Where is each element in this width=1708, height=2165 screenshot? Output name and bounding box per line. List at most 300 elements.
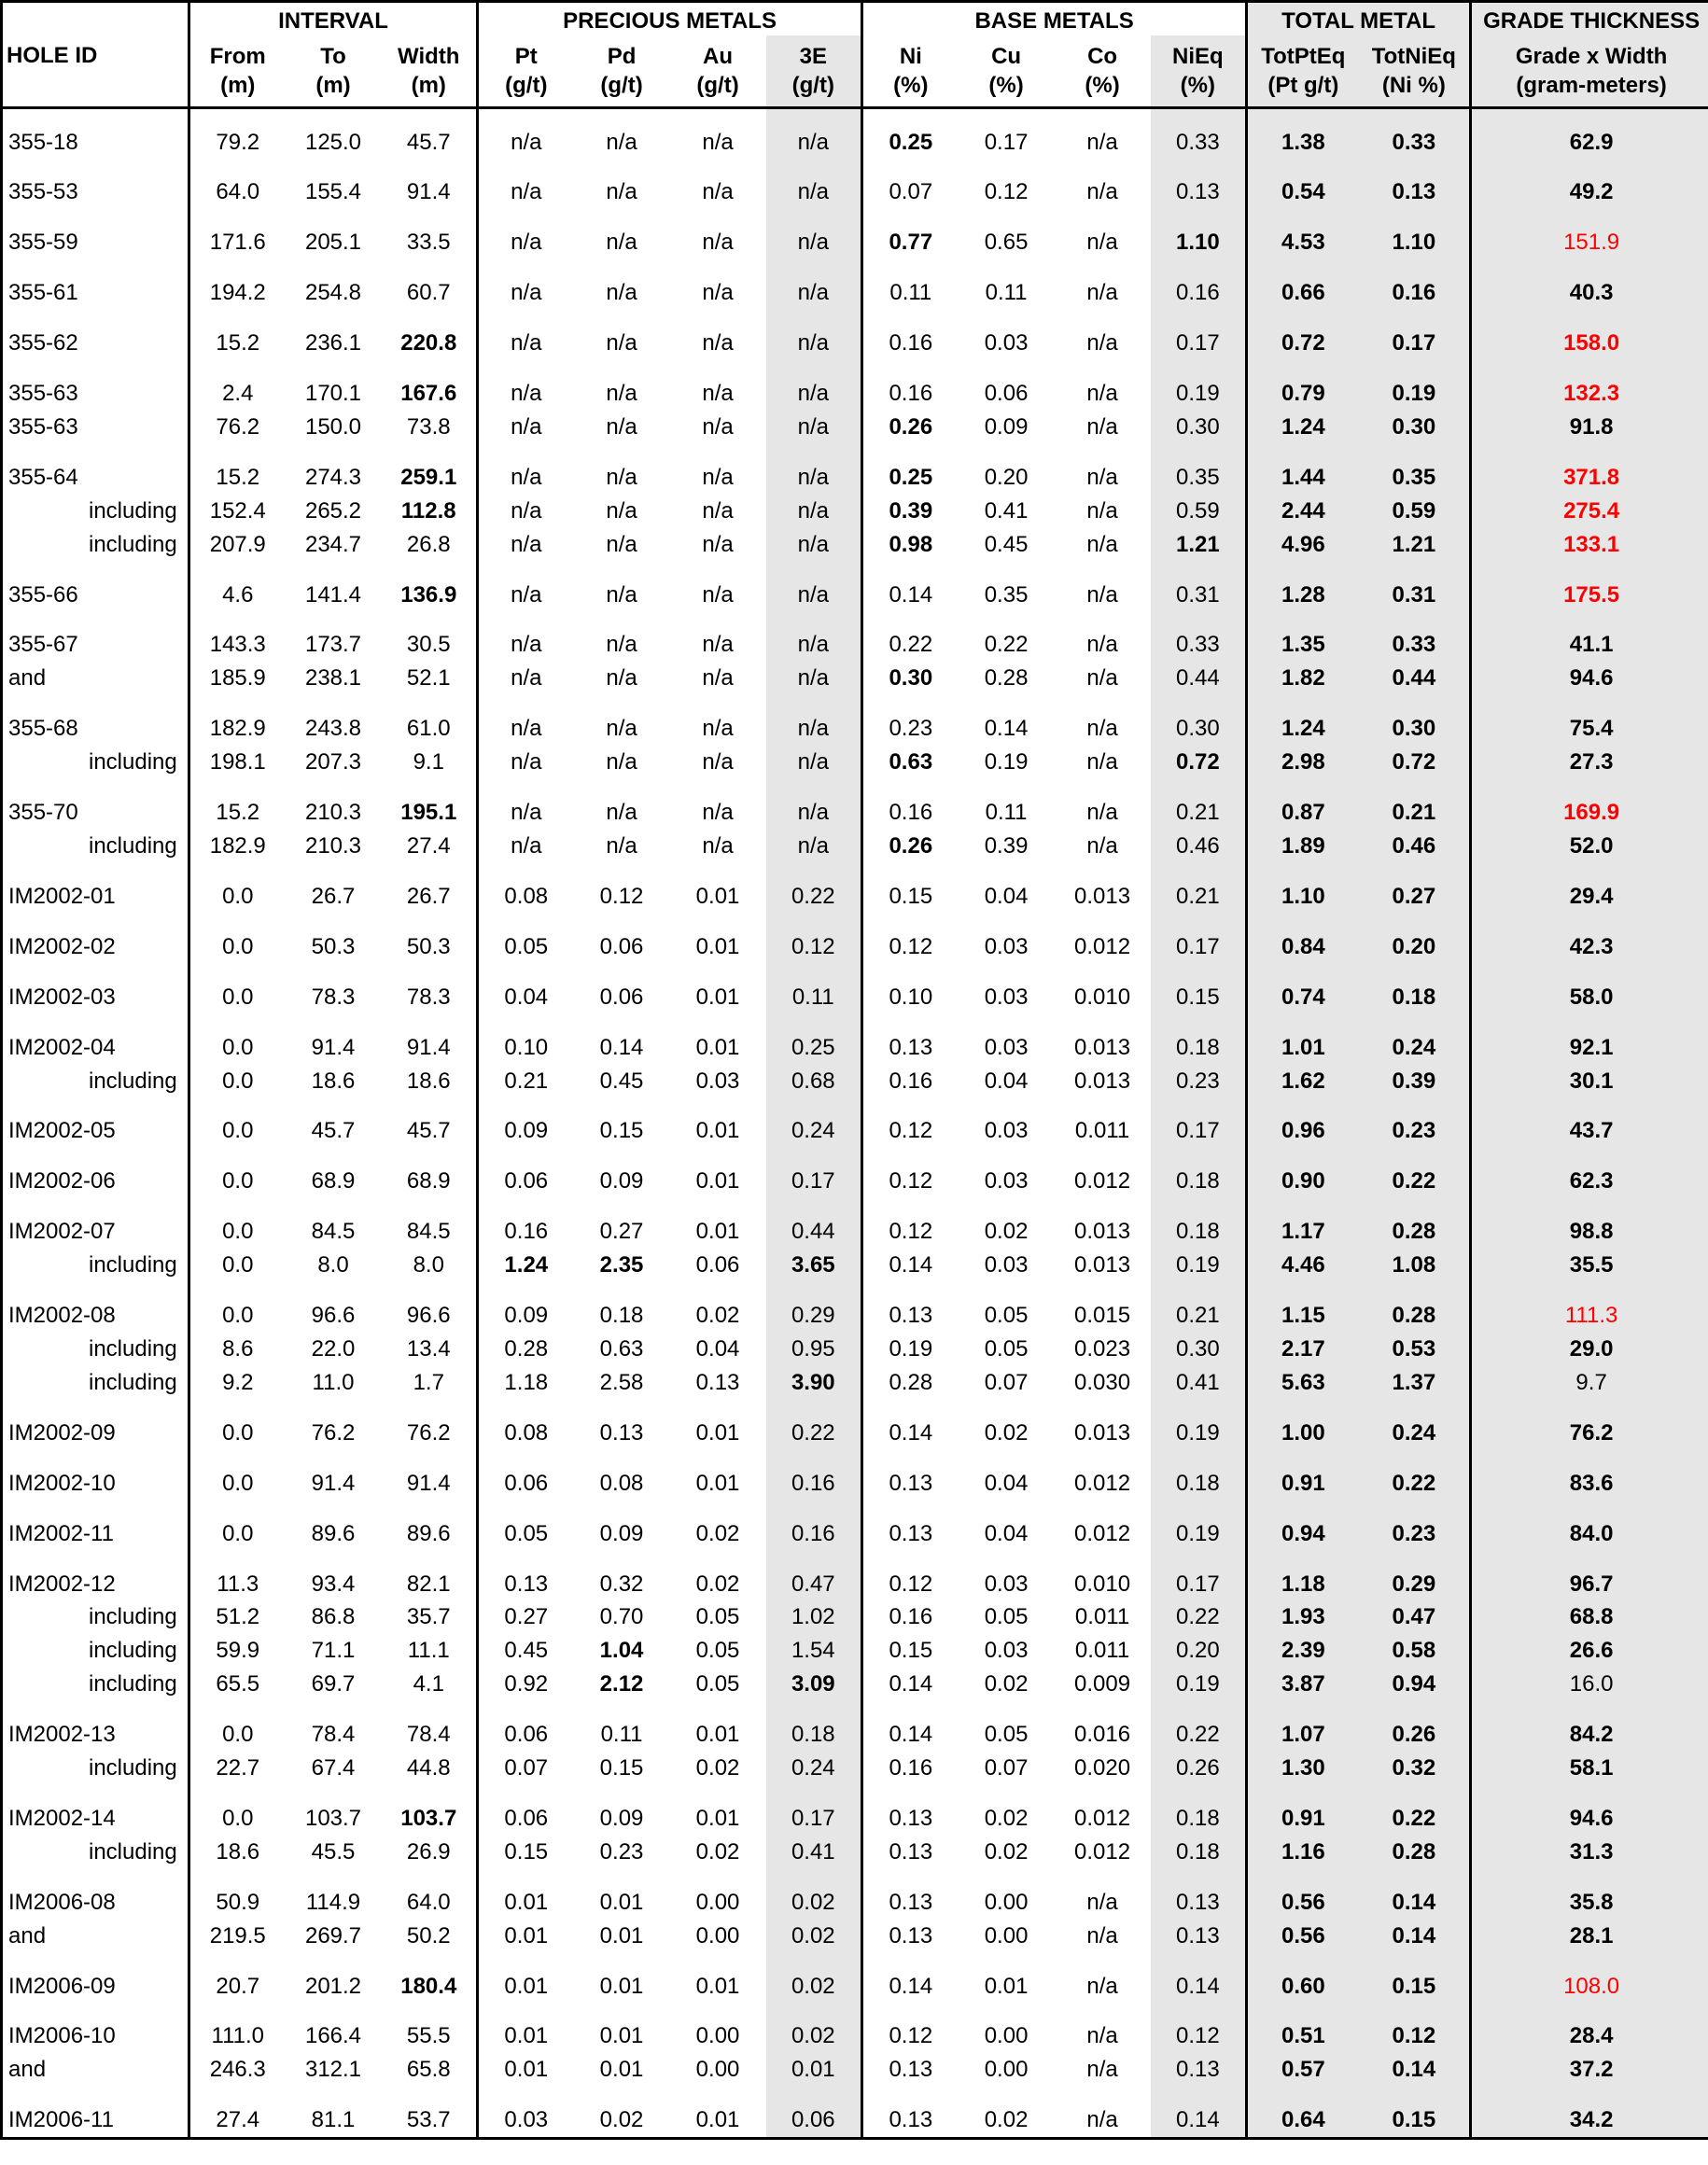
cell-pd: n/a [606, 413, 637, 440]
cell-nieq: 0.17 [1151, 310, 1247, 360]
cell-hole-id: IM2002-06 [8, 1168, 116, 1194]
cell-hole-id: including [89, 1068, 177, 1094]
cell-ni: 0.12 [862, 1148, 959, 1198]
cell-hole-id: including [89, 531, 177, 557]
cell-to: 11.0 [312, 1369, 355, 1395]
cell-totnieq: 0.28 [1359, 1198, 1471, 1249]
cell-from: 0.0 [189, 1501, 286, 1551]
cell-au: 0.13 [695, 1369, 740, 1395]
cell-to: 81.1 [311, 2107, 356, 2133]
cell-pt: 0.10 [478, 1014, 574, 1065]
cell-ni: 0.25 [862, 444, 959, 495]
cell-co: n/a [1086, 749, 1118, 775]
cell-from: 15.2 [189, 779, 286, 830]
cell-width: 11.1 [407, 1638, 450, 1664]
cell-cu: 0.00 [984, 1889, 1029, 1915]
cell-width: 26.7 [406, 883, 451, 909]
col-totnieq: TotNiEq (Ni %) [1359, 35, 1471, 108]
cell-3e: 0.22 [766, 1400, 862, 1450]
cell-ni: 0.13 [862, 2053, 959, 2087]
cell-pt: 0.92 [478, 1668, 574, 1701]
cell-au: 0.02 [695, 1303, 740, 1329]
cell-co: n/a [1086, 581, 1118, 608]
cell-totnieq: 0.14 [1359, 1869, 1471, 1920]
cell-co: 0.013 [1074, 1419, 1131, 1446]
cell-nieq: 0.30 [1151, 411, 1247, 444]
cell-cu: 0.01 [984, 1973, 1029, 1999]
cell-hole-id: IM2002-10 [8, 1470, 116, 1496]
table-row [2, 1282, 1708, 1333]
cell-au: 0.02 [695, 1755, 740, 1781]
cell-pt: 0.04 [478, 964, 574, 1014]
cell-ni: 0.12 [862, 914, 959, 964]
cell-hole-id: 355-63 [8, 413, 78, 440]
cell-width: 9.1 [413, 749, 444, 775]
cell-nieq: 0.72 [1151, 746, 1247, 779]
cell-co: n/a [1086, 2107, 1118, 2133]
cell-ni: 0.12 [862, 1097, 959, 1148]
cell-width: 18.6 [406, 1068, 451, 1094]
cell-width: 60.7 [406, 280, 451, 306]
cell-nieq: 0.19 [1151, 1249, 1247, 1282]
cell-grade-width: 151.9 [1471, 209, 1708, 259]
cell-3e: 0.16 [766, 1501, 862, 1551]
cell-hole-id: IM2002-04 [8, 1034, 116, 1060]
cell-3e: 3.90 [766, 1366, 862, 1400]
cell-grade-width: 96.7 [1471, 1551, 1708, 1601]
cell-pd: n/a [606, 531, 637, 557]
cell-totnieq: 0.22 [1359, 1785, 1471, 1836]
cell-grade-width: 76.2 [1471, 1400, 1708, 1450]
cell-cu: 0.03 [984, 1571, 1029, 1597]
cell-ni: 0.16 [862, 1065, 959, 1098]
cell-from: 22.7 [189, 1752, 286, 1785]
cell-hole-id: IM2002-01 [8, 883, 116, 909]
cell-from: 0.0 [189, 1148, 286, 1198]
cell-grade-width: 169.9 [1471, 779, 1708, 830]
cell-cu: 0.03 [984, 1034, 1029, 1060]
cell-au: n/a [702, 280, 734, 306]
cell-3e: n/a [766, 611, 862, 662]
cell-cu: 0.35 [984, 581, 1029, 608]
cell-co: 0.030 [1074, 1369, 1131, 1395]
cell-3e: 0.06 [766, 2087, 862, 2138]
cell-to: 103.7 [304, 1805, 362, 1831]
cell-co: n/a [1086, 665, 1118, 691]
table-row [2, 1600, 1708, 1634]
cell-nieq: 0.31 [1151, 562, 1247, 612]
cell-pd: n/a [606, 330, 637, 356]
table-row [2, 1097, 1708, 1148]
cell-pd: n/a [606, 280, 637, 306]
cell-co: 0.012 [1074, 1168, 1131, 1194]
table-row [2, 1333, 1708, 1366]
cell-totpteq: 0.66 [1247, 259, 1359, 310]
cell-pd: 0.01 [599, 1922, 644, 1948]
cell-width: 84.5 [406, 1219, 451, 1245]
cell-hole-id: 355-62 [8, 330, 78, 356]
cell-from: 0.0 [189, 1249, 286, 1282]
cell-from: 27.4 [189, 2087, 286, 2138]
cell-au: 0.01 [695, 1034, 740, 1060]
cell-co: n/a [1086, 179, 1118, 205]
cell-pd: 0.08 [599, 1470, 644, 1496]
cell-totpteq: 1.24 [1247, 695, 1359, 746]
cell-grade-width: 94.6 [1471, 1785, 1708, 1836]
cell-ni: 0.14 [862, 1953, 959, 2004]
cell-au: 0.02 [695, 1520, 740, 1546]
group-header-blank [2, 2, 189, 35]
cell-hole-id: IM2002-09 [8, 1419, 116, 1446]
cell-nieq: 0.46 [1151, 830, 1247, 863]
cell-au: 0.05 [695, 1604, 740, 1630]
cell-hole-id: 355-66 [8, 581, 78, 608]
cell-pt: 0.08 [478, 863, 574, 914]
cell-co: 0.013 [1074, 883, 1131, 909]
cell-hole-id: 355-63 [8, 381, 78, 407]
cell-ni: 0.13 [862, 1920, 959, 1953]
cell-au: n/a [702, 800, 734, 826]
cell-pt: 1.18 [478, 1366, 574, 1400]
cell-ni: 0.12 [862, 1198, 959, 1249]
cell-width: 73.8 [406, 413, 451, 440]
cell-3e: 0.01 [766, 2053, 862, 2087]
cell-cu: 0.00 [984, 1922, 1029, 1948]
cell-nieq: 0.13 [1151, 1920, 1247, 1953]
cell-pd: 0.06 [599, 984, 644, 1010]
cell-co: n/a [1086, 531, 1118, 557]
cell-from: 111.0 [189, 2003, 286, 2053]
table-row [2, 964, 1708, 1014]
cell-pd: 0.09 [599, 1805, 644, 1831]
table-row [2, 1065, 1708, 1098]
cell-3e: 0.02 [766, 2003, 862, 2053]
cell-hole-id: including [89, 749, 177, 775]
cell-ni: 0.12 [862, 2003, 959, 2053]
table-row [2, 1014, 1708, 1065]
cell-cu: 0.06 [984, 381, 1029, 407]
cell-to: 265.2 [304, 497, 362, 524]
cell-to: 243.8 [304, 716, 362, 742]
cell-au: 0.01 [695, 883, 740, 909]
cell-width: 61.0 [406, 716, 451, 742]
cell-cu: 0.05 [984, 1722, 1029, 1748]
cell-co: n/a [1086, 2023, 1118, 2049]
cell-ni: 0.13 [862, 1450, 959, 1501]
cell-totnieq: 0.24 [1359, 1014, 1471, 1065]
cell-from: 0.0 [189, 1198, 286, 1249]
cell-totnieq: 0.15 [1359, 2087, 1471, 2138]
cell-hole-id: including [89, 1671, 177, 1697]
cell-to: 91.4 [311, 1470, 356, 1496]
cell-cu: 0.22 [984, 632, 1029, 658]
cell-width: 26.8 [406, 531, 451, 557]
cell-pd: n/a [606, 665, 637, 691]
group-header-total-metal: TOTAL METAL [1247, 2, 1471, 35]
cell-pt: n/a [478, 495, 574, 528]
cell-grade-width: 29.4 [1471, 863, 1708, 914]
cell-totpteq: 1.07 [1247, 1701, 1359, 1752]
cell-to: 269.7 [304, 1922, 362, 1948]
cell-totpteq: 1.62 [1247, 1065, 1359, 1098]
cell-pt: 0.09 [478, 1097, 574, 1148]
cell-pd: 0.14 [599, 1034, 644, 1060]
cell-hole-id: IM2006-08 [8, 1889, 116, 1915]
cell-3e: 0.47 [766, 1551, 862, 1601]
cell-ni: 0.15 [862, 1634, 959, 1668]
cell-ni: 0.16 [862, 1600, 959, 1634]
cell-3e: 0.68 [766, 1065, 862, 1098]
cell-au: 0.01 [695, 1168, 740, 1194]
cell-width: 91.4 [406, 1034, 451, 1060]
cell-cu: 0.03 [984, 933, 1029, 959]
cell-nieq: 0.18 [1151, 1148, 1247, 1198]
cell-width: 44.8 [406, 1755, 451, 1781]
cell-to: 173.7 [304, 632, 362, 658]
cell-pt: 0.06 [478, 1701, 574, 1752]
cell-pt: n/a [478, 209, 574, 259]
cell-width: 8.0 [413, 1252, 444, 1278]
cell-width: 35.7 [406, 1604, 451, 1630]
cell-pt: n/a [478, 259, 574, 310]
cell-to: 50.3 [311, 933, 356, 959]
table-row [2, 360, 1708, 411]
cell-co: n/a [1086, 497, 1118, 524]
cell-grade-width: 9.7 [1471, 1366, 1708, 1400]
cell-3e: 0.25 [766, 1014, 862, 1065]
cell-pt: n/a [478, 107, 574, 159]
cell-au: 0.01 [695, 1219, 740, 1245]
cell-hole-id: including [89, 497, 177, 524]
cell-totnieq: 0.39 [1359, 1065, 1471, 1098]
cell-nieq: 0.33 [1151, 611, 1247, 662]
cell-pd: n/a [606, 749, 637, 775]
cell-totpteq: 1.44 [1247, 444, 1359, 495]
cell-au: 0.05 [695, 1671, 740, 1697]
cell-to: 201.2 [304, 1973, 362, 1999]
cell-width: 26.9 [406, 1838, 451, 1865]
cell-hole-id: including [89, 1838, 177, 1865]
cell-ni: 0.13 [862, 1501, 959, 1551]
cell-to: 141.4 [304, 581, 362, 608]
cell-hole-id: 355-67 [8, 632, 78, 658]
cell-ni: 0.15 [862, 863, 959, 914]
cell-au: 0.01 [695, 984, 740, 1010]
cell-nieq: 0.19 [1151, 360, 1247, 411]
table-row [2, 1400, 1708, 1450]
cell-nieq: 0.35 [1151, 444, 1247, 495]
cell-pt: 0.05 [478, 914, 574, 964]
cell-ni: 0.63 [862, 746, 959, 779]
cell-totnieq: 0.28 [1359, 1836, 1471, 1869]
cell-hole-id: IM2006-11 [8, 2107, 114, 2133]
cell-hole-id: IM2002-07 [8, 1219, 116, 1245]
cell-grade-width: 92.1 [1471, 1014, 1708, 1065]
cell-hole-id: 355-59 [8, 230, 78, 256]
cell-co: n/a [1086, 1922, 1118, 1948]
cell-au: 0.04 [695, 1335, 740, 1362]
cell-3e: 1.54 [766, 1634, 862, 1668]
cell-totnieq: 1.37 [1359, 1366, 1471, 1400]
cell-totpteq: 1.10 [1247, 863, 1359, 914]
cell-totnieq: 0.31 [1359, 562, 1471, 612]
cell-nieq: 0.18 [1151, 1198, 1247, 1249]
cell-3e: n/a [766, 779, 862, 830]
cell-au: n/a [702, 230, 734, 256]
cell-grade-width: 26.6 [1471, 1634, 1708, 1668]
cell-hole-id: IM2006-10 [8, 2023, 116, 2049]
cell-width: 259.1 [400, 464, 457, 490]
cell-from: 65.5 [189, 1668, 286, 1701]
cell-co: 0.011 [1074, 1604, 1130, 1630]
table-row [2, 1836, 1708, 1869]
cell-to: 114.9 [305, 1889, 361, 1915]
cell-pd: n/a [606, 716, 637, 742]
cell-totnieq: 0.30 [1359, 695, 1471, 746]
cell-from: 8.6 [189, 1333, 286, 1366]
cell-nieq: 0.18 [1151, 1785, 1247, 1836]
cell-pd: 0.70 [599, 1604, 644, 1630]
cell-3e: 1.02 [766, 1600, 862, 1634]
cell-3e: 0.29 [766, 1282, 862, 1333]
cell-pd: n/a [606, 833, 637, 859]
cell-to: 76.2 [311, 1419, 356, 1446]
cell-from: 0.0 [189, 863, 286, 914]
cell-to: 91.4 [311, 1034, 356, 1060]
cell-width: 4.1 [413, 1671, 444, 1697]
cell-from: 0.0 [189, 1785, 286, 1836]
cell-width: 65.8 [406, 2057, 451, 2083]
cell-ni: 0.25 [862, 107, 959, 159]
cell-pd: 0.45 [599, 1068, 644, 1094]
cell-totnieq: 0.32 [1359, 1752, 1471, 1785]
cell-nieq: 0.15 [1151, 964, 1247, 1014]
cell-hole-id: IM2002-14 [8, 1805, 116, 1831]
cell-grade-width: 133.1 [1471, 528, 1708, 562]
cell-hole-id: IM2002-05 [8, 1118, 116, 1144]
cell-hole-id: IM2002-03 [8, 984, 116, 1010]
cell-totpteq: 1.82 [1247, 662, 1359, 695]
cell-au: n/a [702, 581, 734, 608]
cell-cu: 0.17 [984, 129, 1029, 155]
cell-cu: 0.02 [984, 1219, 1029, 1245]
cell-ni: 0.12 [862, 1551, 959, 1601]
cell-width: 13.4 [406, 1335, 451, 1362]
cell-au: 0.00 [695, 1889, 740, 1915]
cell-totpteq: 0.96 [1247, 1097, 1359, 1148]
cell-3e: 0.12 [766, 914, 862, 964]
cell-cu: 0.07 [984, 1369, 1029, 1395]
table-row [2, 1668, 1708, 1701]
cell-grade-width: 84.0 [1471, 1501, 1708, 1551]
group-header-grade-thickness: GRADE THICKNESS [1471, 2, 1708, 35]
cell-cu: 0.00 [984, 2023, 1029, 2049]
cell-au: n/a [702, 531, 734, 557]
cell-to: 312.1 [304, 2057, 362, 2083]
cell-ni: 0.16 [862, 1752, 959, 1785]
cell-width: 82.1 [406, 1571, 451, 1597]
cell-totpteq: 0.54 [1247, 159, 1359, 209]
cell-grade-width: 28.4 [1471, 2003, 1708, 2053]
cell-width: 76.2 [406, 1419, 451, 1446]
cell-nieq: 0.14 [1151, 2087, 1247, 2138]
cell-hole-id: including [89, 1369, 177, 1395]
cell-grade-width: 49.2 [1471, 159, 1708, 209]
cell-totnieq: 0.59 [1359, 495, 1471, 528]
cell-au: n/a [702, 665, 734, 691]
cell-nieq: 0.30 [1151, 1333, 1247, 1366]
cell-grade-width: 29.0 [1471, 1333, 1708, 1366]
cell-cu: 0.04 [984, 1520, 1029, 1546]
cell-ni: 0.13 [862, 1785, 959, 1836]
cell-totpteq: 1.24 [1247, 411, 1359, 444]
cell-3e: n/a [766, 495, 862, 528]
cell-au: 0.01 [695, 1973, 740, 1999]
cell-to: 96.6 [311, 1303, 356, 1329]
cell-3e: n/a [766, 310, 862, 360]
cell-totnieq: 0.17 [1359, 310, 1471, 360]
cell-hole-id: 355-53 [8, 179, 78, 205]
cell-totnieq: 0.18 [1359, 964, 1471, 1014]
cell-totpteq: 1.35 [1247, 611, 1359, 662]
cell-hole-id: IM2002-08 [8, 1303, 116, 1329]
table-row [2, 159, 1708, 209]
cell-from: 171.6 [189, 209, 286, 259]
cell-co: 0.009 [1074, 1671, 1131, 1697]
cell-totpteq: 0.64 [1247, 2087, 1359, 2138]
cell-pt: n/a [478, 360, 574, 411]
cell-co: n/a [1086, 330, 1118, 356]
col-ni: Ni (%) [862, 35, 959, 108]
cell-co: n/a [1086, 464, 1118, 490]
cell-au: n/a [702, 632, 734, 658]
cell-hole-id: including [89, 1755, 177, 1781]
cell-hole-id: including [89, 1252, 177, 1278]
cell-3e: n/a [766, 159, 862, 209]
cell-totpteq: 0.90 [1247, 1148, 1359, 1198]
cell-from: 182.9 [189, 830, 286, 863]
cell-au: n/a [702, 716, 734, 742]
col-au: Au (g/t) [670, 35, 766, 108]
cell-nieq: 0.17 [1151, 1097, 1247, 1148]
cell-co: 0.013 [1074, 1068, 1131, 1094]
cell-cu: 0.02 [984, 1805, 1029, 1831]
cell-3e: 0.24 [766, 1097, 862, 1148]
cell-totnieq: 0.12 [1359, 2003, 1471, 2053]
cell-cu: 0.03 [984, 1638, 1029, 1664]
cell-nieq: 0.13 [1151, 1869, 1247, 1920]
table-row [2, 528, 1708, 562]
cell-totnieq: 0.30 [1359, 411, 1471, 444]
cell-pt: 0.03 [478, 2087, 574, 2138]
cell-cu: 0.03 [984, 984, 1029, 1010]
cell-grade-width: 28.1 [1471, 1920, 1708, 1953]
cell-pd: 0.15 [599, 1755, 644, 1781]
cell-nieq: 0.21 [1151, 1282, 1247, 1333]
cell-pt: 0.06 [478, 1450, 574, 1501]
cell-cu: 0.02 [984, 1671, 1029, 1697]
cell-3e: 0.41 [766, 1836, 862, 1869]
cell-from: 79.2 [189, 107, 286, 159]
cell-cu: 0.03 [984, 1168, 1029, 1194]
cell-from: 194.2 [189, 259, 286, 310]
cell-hole-id: 355-61 [8, 280, 78, 306]
cell-au: n/a [702, 330, 734, 356]
table-row [2, 1953, 1708, 2004]
cell-au: n/a [702, 497, 734, 524]
table-row [2, 1450, 1708, 1501]
cell-from: 0.0 [189, 1014, 286, 1065]
